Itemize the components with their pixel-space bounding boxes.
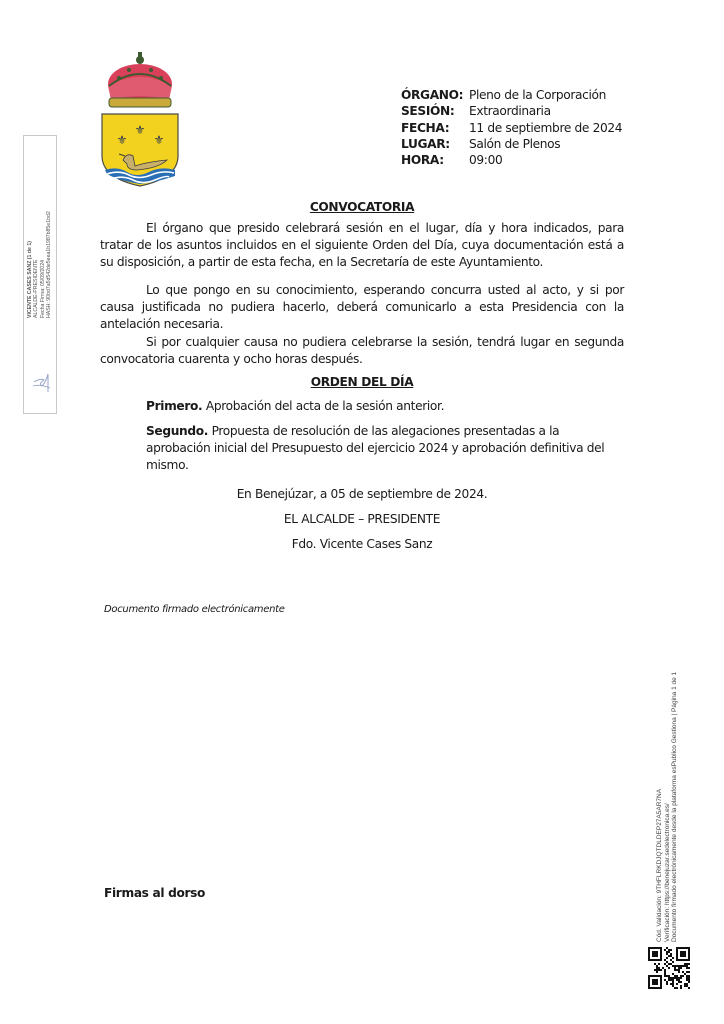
svg-text:⚜: ⚜ [134,123,146,137]
detail-value: Pleno de la Corporación [469,88,606,102]
detail-label: HORA: [401,153,444,168]
detail-label: SESIÓN: [401,104,455,119]
session-details [401,87,622,168]
signatures-overleaf-note: Firmas al dorso [104,886,206,900]
signature-line: ALCALDE-PRESIDENTE [33,259,40,318]
detail-row-fecha [401,120,622,136]
agenda-item-text: Propuesta de resolución de las alegaciones presentadas a la aprobación inicial del Presupuesto del ejercicio 2024 y aprobación definitiva del mismo. [146,424,605,473]
signature-line: Fecha Firma: 05/09/2024 [39,260,46,318]
paragraph [100,282,624,334]
agenda-item-label: Segundo. [146,424,209,438]
paragraph [100,334,624,368]
detail-row-sesion [401,103,622,119]
signer-name: Fdo. Vicente Cases Sanz [291,537,433,551]
detail-value: 11 de septiembre de 2024 [469,120,623,135]
signer-role: EL ALCALDE – PRESIDENTE [283,512,441,526]
detail-row-organo [401,87,622,103]
signature-details [27,211,52,318]
detail-label: LUGAR: [401,136,450,151]
place-date: En Benejúzar, a 05 de septiembre de 2024. [236,487,488,501]
validation-code: Cód. Validación: 9THFLRKDJQTDLDEP27A5AR7NA [656,788,663,942]
agenda-item-text: Aprobación del acta de la sesión anterior. [202,399,445,413]
detail-value: 09:00 [469,153,503,168]
convocatoria-title: CONVOCATORIA [309,200,415,214]
signature-line: VICENTE CASES SANZ (1 de 1) [27,241,33,318]
platform-page-info: Documento firmado electrónicamente desde la plataforma esPublico Gestiona | Página 1 de 1 [671,671,679,942]
qr-code-icon[interactable] [648,947,690,989]
detail-value: Extraordinaria [469,104,551,119]
electronic-signature-note: Documento firmado electrónicamente [104,604,285,615]
svg-text:⚜: ⚜ [153,133,165,147]
paragraph-text: El órgano que presido celebrará sesión en el lugar, día y hora indicados, para tratar de los asuntos incluidos en el siguiente Orden del Día, cuya documentación está a su disposición, a partir de esta fecha, en la Secretaría de este Ayuntamiento. [100,221,624,270]
detail-label: ÓRGANO: [401,88,464,102]
coat-of-arms-logo [97,48,183,188]
validation-info [656,672,679,942]
paragraph-text: Si por cualquier causa no pudiera celebrarse la sesión, tendrá lugar en segunda convocatoria cuarenta y ocho horas después. [100,335,624,367]
signature-line: HASH: 90bd7a5d542de5eea1b1987b85e1bd2 [45,211,52,318]
detail-value: Salón de Plenos [469,136,561,151]
detail-row-lugar [401,136,622,152]
agenda-item-label: Primero. [146,399,203,413]
verification-url[interactable]: Verificación: https://benejuzar.sedelectronica.es/ [663,803,671,942]
detail-row-hora [401,152,622,168]
paragraph [100,220,624,272]
agenda-item [146,398,624,415]
agenda-item [146,423,624,475]
detail-label: FECHA: [401,120,450,135]
svg-text:⚜: ⚜ [116,133,128,147]
paragraph-text: Lo que pongo en su conocimiento, esperando concurra usted al acto, y si por causa justificada no pudiera hacerlo, deberá comunicarlo a esta Presidencia con la antelación necesaria. [100,283,624,332]
agenda-title: ORDEN DEL DÍA [310,375,414,389]
handwritten-signature-icon [30,362,54,394]
